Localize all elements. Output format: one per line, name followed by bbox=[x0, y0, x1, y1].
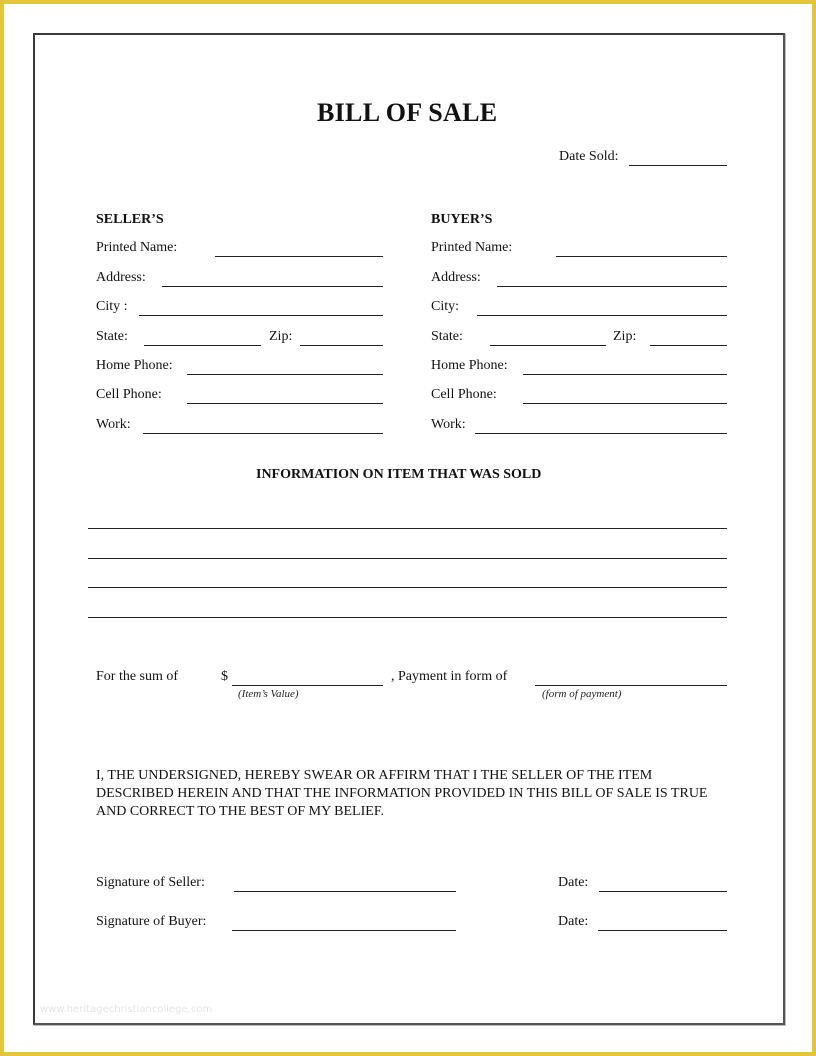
buyer-city-label: City: bbox=[431, 299, 460, 314]
seller-signature-label: Signature of Seller: bbox=[96, 875, 205, 890]
seller-city-label: City : bbox=[96, 299, 128, 314]
currency-symbol: $ bbox=[221, 669, 228, 684]
buyer-work-field[interactable] bbox=[475, 433, 727, 434]
seller-home-phone-field[interactable] bbox=[187, 374, 383, 375]
buyer-zip-label: Zip: bbox=[613, 329, 637, 344]
buyer-signature-field[interactable] bbox=[232, 930, 456, 931]
buyer-state-field[interactable] bbox=[490, 345, 606, 346]
buyer-signature-label: Signature of Buyer: bbox=[96, 914, 207, 929]
date-sold-label: Date Sold: bbox=[559, 149, 619, 164]
item-value-field[interactable] bbox=[232, 685, 383, 686]
item-description-line[interactable] bbox=[88, 558, 727, 559]
item-description-line[interactable] bbox=[88, 587, 727, 588]
seller-zip-label: Zip: bbox=[269, 329, 293, 344]
seller-state-field[interactable] bbox=[144, 345, 261, 346]
seller-printed-name-field[interactable] bbox=[215, 256, 383, 257]
seller-date-label: Date: bbox=[558, 875, 589, 890]
buyer-work-label: Work: bbox=[431, 417, 466, 432]
seller-address-field[interactable] bbox=[162, 286, 383, 287]
seller-heading: SELLER’S bbox=[96, 212, 164, 227]
seller-city-field[interactable] bbox=[139, 315, 383, 316]
item-description-line[interactable] bbox=[88, 617, 727, 618]
seller-cell-phone-field[interactable] bbox=[187, 403, 383, 404]
buyer-state-label: State: bbox=[431, 329, 463, 344]
sum-label: For the sum of bbox=[96, 669, 179, 684]
seller-home-phone-label: Home Phone: bbox=[96, 358, 173, 373]
declaration-text: I, THE UNDERSIGNED, HEREBY SWEAR OR AFFIRM THAT I THE SELLER OF THE ITEM DESCRIBED HEREIN AND THAT THE INFORMATION PROVIDED IN THIS BILL OF SALE IS TRUE AND CORRECT TO THE BEST OF MY BELIEF. bbox=[96, 768, 708, 819]
buyer-home-phone-field[interactable] bbox=[523, 374, 727, 375]
payment-form-hint: (form of payment) bbox=[542, 688, 622, 700]
payment-form-label: , Payment in form of bbox=[391, 669, 508, 684]
buyer-cell-phone-field[interactable] bbox=[523, 403, 727, 404]
item-description-line[interactable] bbox=[88, 528, 727, 529]
seller-state-label: State: bbox=[96, 329, 128, 344]
seller-work-label: Work: bbox=[96, 417, 131, 432]
buyer-address-field[interactable] bbox=[497, 286, 727, 287]
item-section-heading: INFORMATION ON ITEM THAT WAS SOLD bbox=[256, 467, 542, 482]
watermark: www.heritagechristiancollege.com bbox=[40, 1004, 213, 1015]
buyer-printed-name-field[interactable] bbox=[556, 256, 727, 257]
date-sold-field[interactable] bbox=[629, 165, 727, 166]
seller-address-label: Address: bbox=[96, 270, 146, 285]
document-title: BILL OF SALE bbox=[317, 98, 498, 127]
buyer-city-field[interactable] bbox=[477, 315, 727, 316]
buyer-home-phone-label: Home Phone: bbox=[431, 358, 508, 373]
buyer-date-label: Date: bbox=[558, 914, 589, 929]
seller-date-field[interactable] bbox=[599, 891, 727, 892]
seller-zip-field[interactable] bbox=[300, 345, 383, 346]
buyer-date-field[interactable] bbox=[598, 930, 727, 931]
buyer-heading: BUYER’S bbox=[431, 212, 493, 227]
payment-form-field[interactable] bbox=[535, 685, 727, 686]
item-value-hint: (Item’s Value) bbox=[238, 688, 299, 700]
seller-signature-field[interactable] bbox=[234, 891, 456, 892]
buyer-printed-name-label: Printed Name: bbox=[431, 240, 513, 255]
buyer-cell-phone-label: Cell Phone: bbox=[431, 387, 497, 402]
seller-cell-phone-label: Cell Phone: bbox=[96, 387, 162, 402]
buyer-address-label: Address: bbox=[431, 270, 481, 285]
seller-work-field[interactable] bbox=[143, 433, 383, 434]
seller-printed-name-label: Printed Name: bbox=[96, 240, 178, 255]
buyer-zip-field[interactable] bbox=[650, 345, 727, 346]
